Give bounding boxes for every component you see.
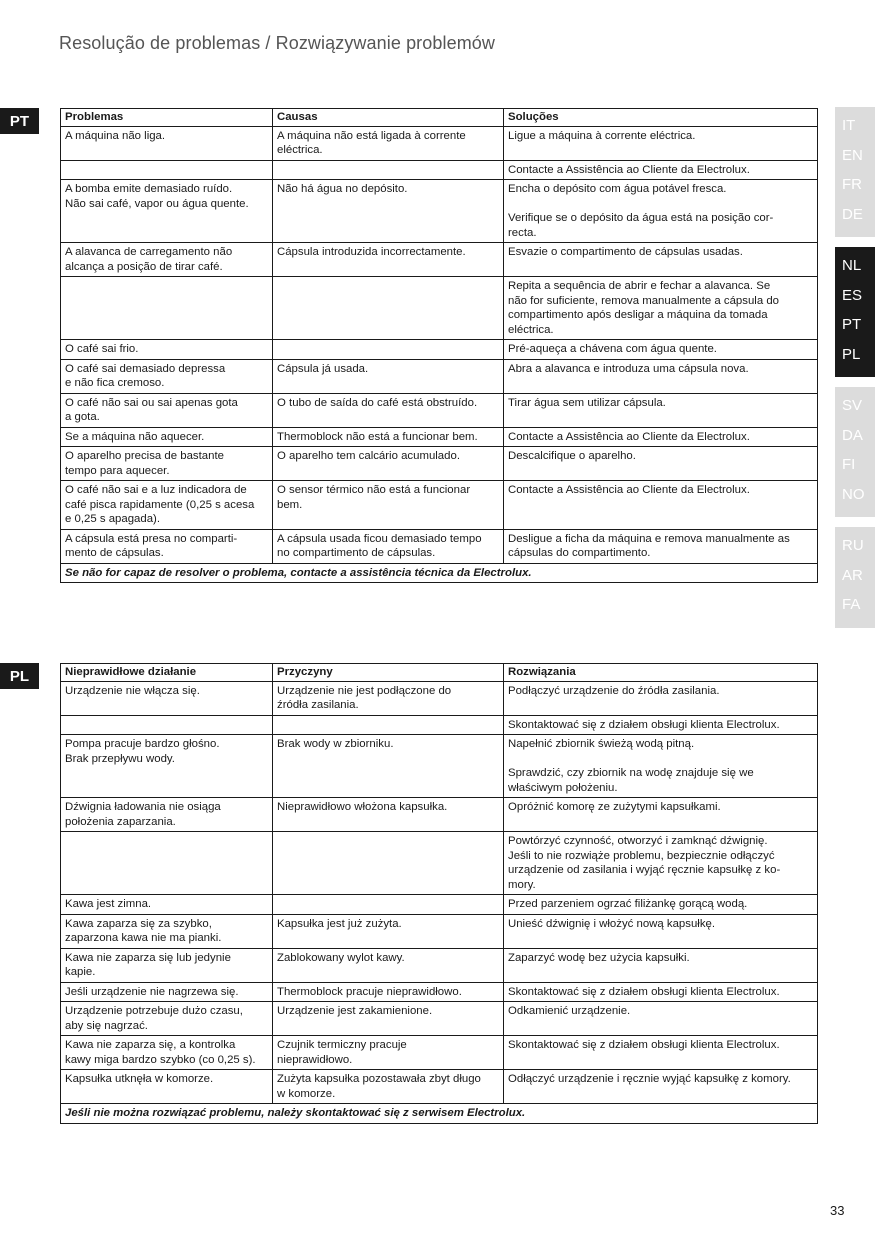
problem-cell: Urządzenie potrzebuje dużo czasu, aby się nagrzać. (61, 1002, 273, 1036)
column-header: Problemas (61, 109, 273, 127)
solution-cell: Contacte a Assistência ao Cliente da Electrolux. (504, 160, 818, 180)
problem-cell: Kawa jest zimna. (61, 895, 273, 915)
solution-cell: Desligue a ficha da máquina e remova manualmente as cápsulas do compartimento. (504, 529, 818, 563)
table-footer-row (61, 563, 818, 583)
troubleshooting-table-pl (60, 663, 818, 1124)
problem-cell: Urządzenie nie włącza się. (61, 681, 273, 715)
cause-cell: Nieprawidłowo włożona kapsułka. (273, 798, 504, 832)
troubleshooting-table-pt (60, 108, 818, 583)
cause-cell (273, 277, 504, 340)
solution-cell: Encha o depósito com água potável fresca. Verifique se o depósito da água está na posição cor- recta. (504, 180, 818, 243)
solution-cell: Powtórzyć czynność, otworzyć i zamknąć dźwignię. Jeśli to nie rozwiąże problemu, bezpiecznie odłączyć urządzenie od zasilania i wyjąć ręcznie kapsułkę z ko- mory. (504, 832, 818, 895)
solution-cell: Ligue a máquina à corrente eléctrica. (504, 126, 818, 160)
cause-cell: Czujnik termiczny pracuje nieprawidłowo. (273, 1036, 504, 1070)
problem-cell: A bomba emite demasiado ruído. Não sai café, vapor ou água quente. (61, 180, 273, 243)
table-row (61, 243, 818, 277)
problem-cell: A alavanca de carregamento não alcança a posição de tirar café. (61, 243, 273, 277)
language-badge-pt: PT (0, 108, 39, 134)
problem-cell: Kapsułka utknęła w komorze. (61, 1070, 273, 1104)
solution-cell: Odkamienić urządzenie. (504, 1002, 818, 1036)
column-header: Rozwiązania (504, 664, 818, 682)
cause-cell: Zużyta kapsułka pozostawała zbyt długo w komorze. (273, 1070, 504, 1104)
solution-cell: Zaparzyć wodę bez użycia kapsułki. (504, 948, 818, 982)
cause-cell: O aparelho tem calcário acumulado. (273, 447, 504, 481)
table-row (61, 160, 818, 180)
cause-cell (273, 340, 504, 360)
language-tab-group (835, 527, 875, 628)
language-tab-da: DA (842, 426, 863, 444)
language-tab-group (835, 247, 875, 377)
problem-cell: Kawa zaparza się za szybko, zaparzona kawa nie ma pianki. (61, 914, 273, 948)
problem-cell: O café sai frio. (61, 340, 273, 360)
table-row (61, 1070, 818, 1104)
cause-cell: Zablokowany wylot kawy. (273, 948, 504, 982)
table-row (61, 340, 818, 360)
solution-cell: Napełnić zbiornik świeżą wodą pitną. Sprawdzić, czy zbiornik na wodę znajduje się we właściwym położeniu. (504, 735, 818, 798)
table-row (61, 180, 818, 243)
table-row (61, 1002, 818, 1036)
table-row (61, 914, 818, 948)
language-tab-pt: PT (842, 316, 862, 333)
cause-cell (273, 832, 504, 895)
solution-cell: Pré-aqueça a chávena com água quente. (504, 340, 818, 360)
language-side-tabs (835, 107, 875, 638)
solution-cell: Skontaktować się z działem obsługi klienta Electrolux. (504, 982, 818, 1002)
table-row (61, 735, 818, 798)
page-number: 33 (830, 1203, 845, 1218)
table-row (61, 982, 818, 1002)
footer-note: Jeśli nie można rozwiązać problemu, należy skontaktować się z serwisem Electrolux. (61, 1104, 818, 1124)
language-tab-fr: FR (842, 176, 862, 193)
language-tab-fi: FI (842, 456, 856, 473)
problem-cell: O café sai demasiado depressa e não fica cremoso. (61, 359, 273, 393)
table-row (61, 798, 818, 832)
cause-cell: A máquina não está ligada à corrente eléctrica. (273, 126, 504, 160)
table-footer-row (61, 1104, 818, 1124)
cause-cell: Urządzenie jest zakamienione. (273, 1002, 504, 1036)
table-row (61, 359, 818, 393)
problem-cell: Pompa pracuje bardzo głośno. Brak przepływu wody. (61, 735, 273, 798)
solution-cell: Opróżnić komorę ze zużytymi kapsułkami. (504, 798, 818, 832)
language-tab-no: NO (842, 485, 865, 503)
table-row (61, 832, 818, 895)
solution-cell: Skontaktować się z działem obsługi klienta Electrolux. (504, 715, 818, 735)
table-row (61, 126, 818, 160)
solution-cell: Abra a alavanca e introduza uma cápsula nova. (504, 359, 818, 393)
cause-cell: Cápsula já usada. (273, 359, 504, 393)
solution-cell: Descalcifique o aparelho. (504, 447, 818, 481)
problem-cell: A cápsula está presa no comparti- mento de cápsulas. (61, 529, 273, 563)
table-row (61, 393, 818, 427)
table-row (61, 1036, 818, 1070)
cause-cell (273, 895, 504, 915)
language-tab-ar: AR (842, 566, 863, 584)
cause-cell: O tubo de saída do café está obstruído. (273, 393, 504, 427)
language-tab-it: IT (842, 117, 856, 134)
language-tab-es: ES (842, 286, 863, 304)
cause-cell: O sensor térmico não está a funcionar bem. (273, 481, 504, 530)
cause-cell: A cápsula usada ficou demasiado tempo no compartimento de cápsulas. (273, 529, 504, 563)
cause-cell: Brak wody w zbiorniku. (273, 735, 504, 798)
cause-cell: Não há água no depósito. (273, 180, 504, 243)
solution-cell: Odłączyć urządzenie i ręcznie wyjąć kapsułkę z komory. (504, 1070, 818, 1104)
table-row (61, 447, 818, 481)
column-header: Causas (273, 109, 504, 127)
solution-cell: Przed parzeniem ogrzać filiżankę gorącą wodą. (504, 895, 818, 915)
cause-cell: Thermoblock não está a funcionar bem. (273, 427, 504, 447)
solution-cell: Contacte a Assistência ao Cliente da Electrolux. (504, 427, 818, 447)
solution-cell: Esvazie o compartimento de cápsulas usadas. (504, 243, 818, 277)
solution-cell: Repita a sequência de abrir e fechar a alavanca. Se não for suficiente, remova manualmente a cápsula do compartimento após desligar a máquina da tomada eléctrica. (504, 277, 818, 340)
solution-cell: Tirar água sem utilizar cápsula. (504, 393, 818, 427)
solution-cell: Unieść dźwignię i włożyć nową kapsułkę. (504, 914, 818, 948)
table-row (61, 681, 818, 715)
problem-cell: O aparelho precisa de bastante tempo para aquecer. (61, 447, 273, 481)
table-row (61, 277, 818, 340)
table-row (61, 895, 818, 915)
language-tab-en: EN (842, 146, 863, 164)
language-tab-fa: FA (842, 596, 861, 613)
footer-note: Se não for capaz de resolver o problema, contacte a assistência técnica da Electrolux. (61, 563, 818, 583)
cause-cell: Urządzenie nie jest podłączone do źródła zasilania. (273, 681, 504, 715)
table-row (61, 948, 818, 982)
language-tab-sv: SV (842, 397, 863, 414)
problem-cell: A máquina não liga. (61, 126, 273, 160)
problem-cell: Kawa nie zaparza się, a kontrolka kawy miga bardzo szybko (co 0,25 s). (61, 1036, 273, 1070)
problem-cell: Dźwignia ładowania nie osiąga położenia zaparzania. (61, 798, 273, 832)
column-header: Nieprawidłowe działanie (61, 664, 273, 682)
table-row (61, 715, 818, 735)
problem-cell (61, 832, 273, 895)
table-header-row (61, 109, 818, 127)
language-tab-ru: RU (842, 537, 864, 554)
table-row (61, 529, 818, 563)
page-title: Resolução de problemas / Rozwiązywanie problemów (59, 33, 496, 53)
problem-cell: O café não sai e a luz indicadora de café pisca rapidamente (0,25 s acesa e 0,25 s apagada). (61, 481, 273, 530)
cause-cell: Thermoblock pracuje nieprawidłowo. (273, 982, 504, 1002)
table-row (61, 427, 818, 447)
table-header-row (61, 664, 818, 682)
problem-cell: Kawa nie zaparza się lub jedynie kapie. (61, 948, 273, 982)
problem-cell: O café não sai ou sai apenas gota a gota. (61, 393, 273, 427)
column-header: Soluções (504, 109, 818, 127)
language-tab-group (835, 107, 875, 237)
table-row (61, 481, 818, 530)
problem-cell (61, 715, 273, 735)
problem-cell: Jeśli urządzenie nie nagrzewa się. (61, 982, 273, 1002)
cause-cell (273, 715, 504, 735)
problem-cell (61, 160, 273, 180)
cause-cell: Cápsula introduzida incorrectamente. (273, 243, 504, 277)
language-tab-nl: NL (842, 257, 862, 274)
solution-cell: Podłączyć urządzenie do źródła zasilania. (504, 681, 818, 715)
problem-cell (61, 277, 273, 340)
language-tab-de: DE (842, 205, 863, 223)
cause-cell: Kapsułka jest już zużyta. (273, 914, 504, 948)
language-badge-pl: PL (0, 663, 39, 689)
language-tab-pl: PL (842, 345, 861, 363)
problem-cell: Se a máquina não aquecer. (61, 427, 273, 447)
cause-cell (273, 160, 504, 180)
solution-cell: Skontaktować się z działem obsługi klienta Electrolux. (504, 1036, 818, 1070)
language-tab-group (835, 387, 875, 517)
solution-cell: Contacte a Assistência ao Cliente da Electrolux. (504, 481, 818, 530)
column-header: Przyczyny (273, 664, 504, 682)
